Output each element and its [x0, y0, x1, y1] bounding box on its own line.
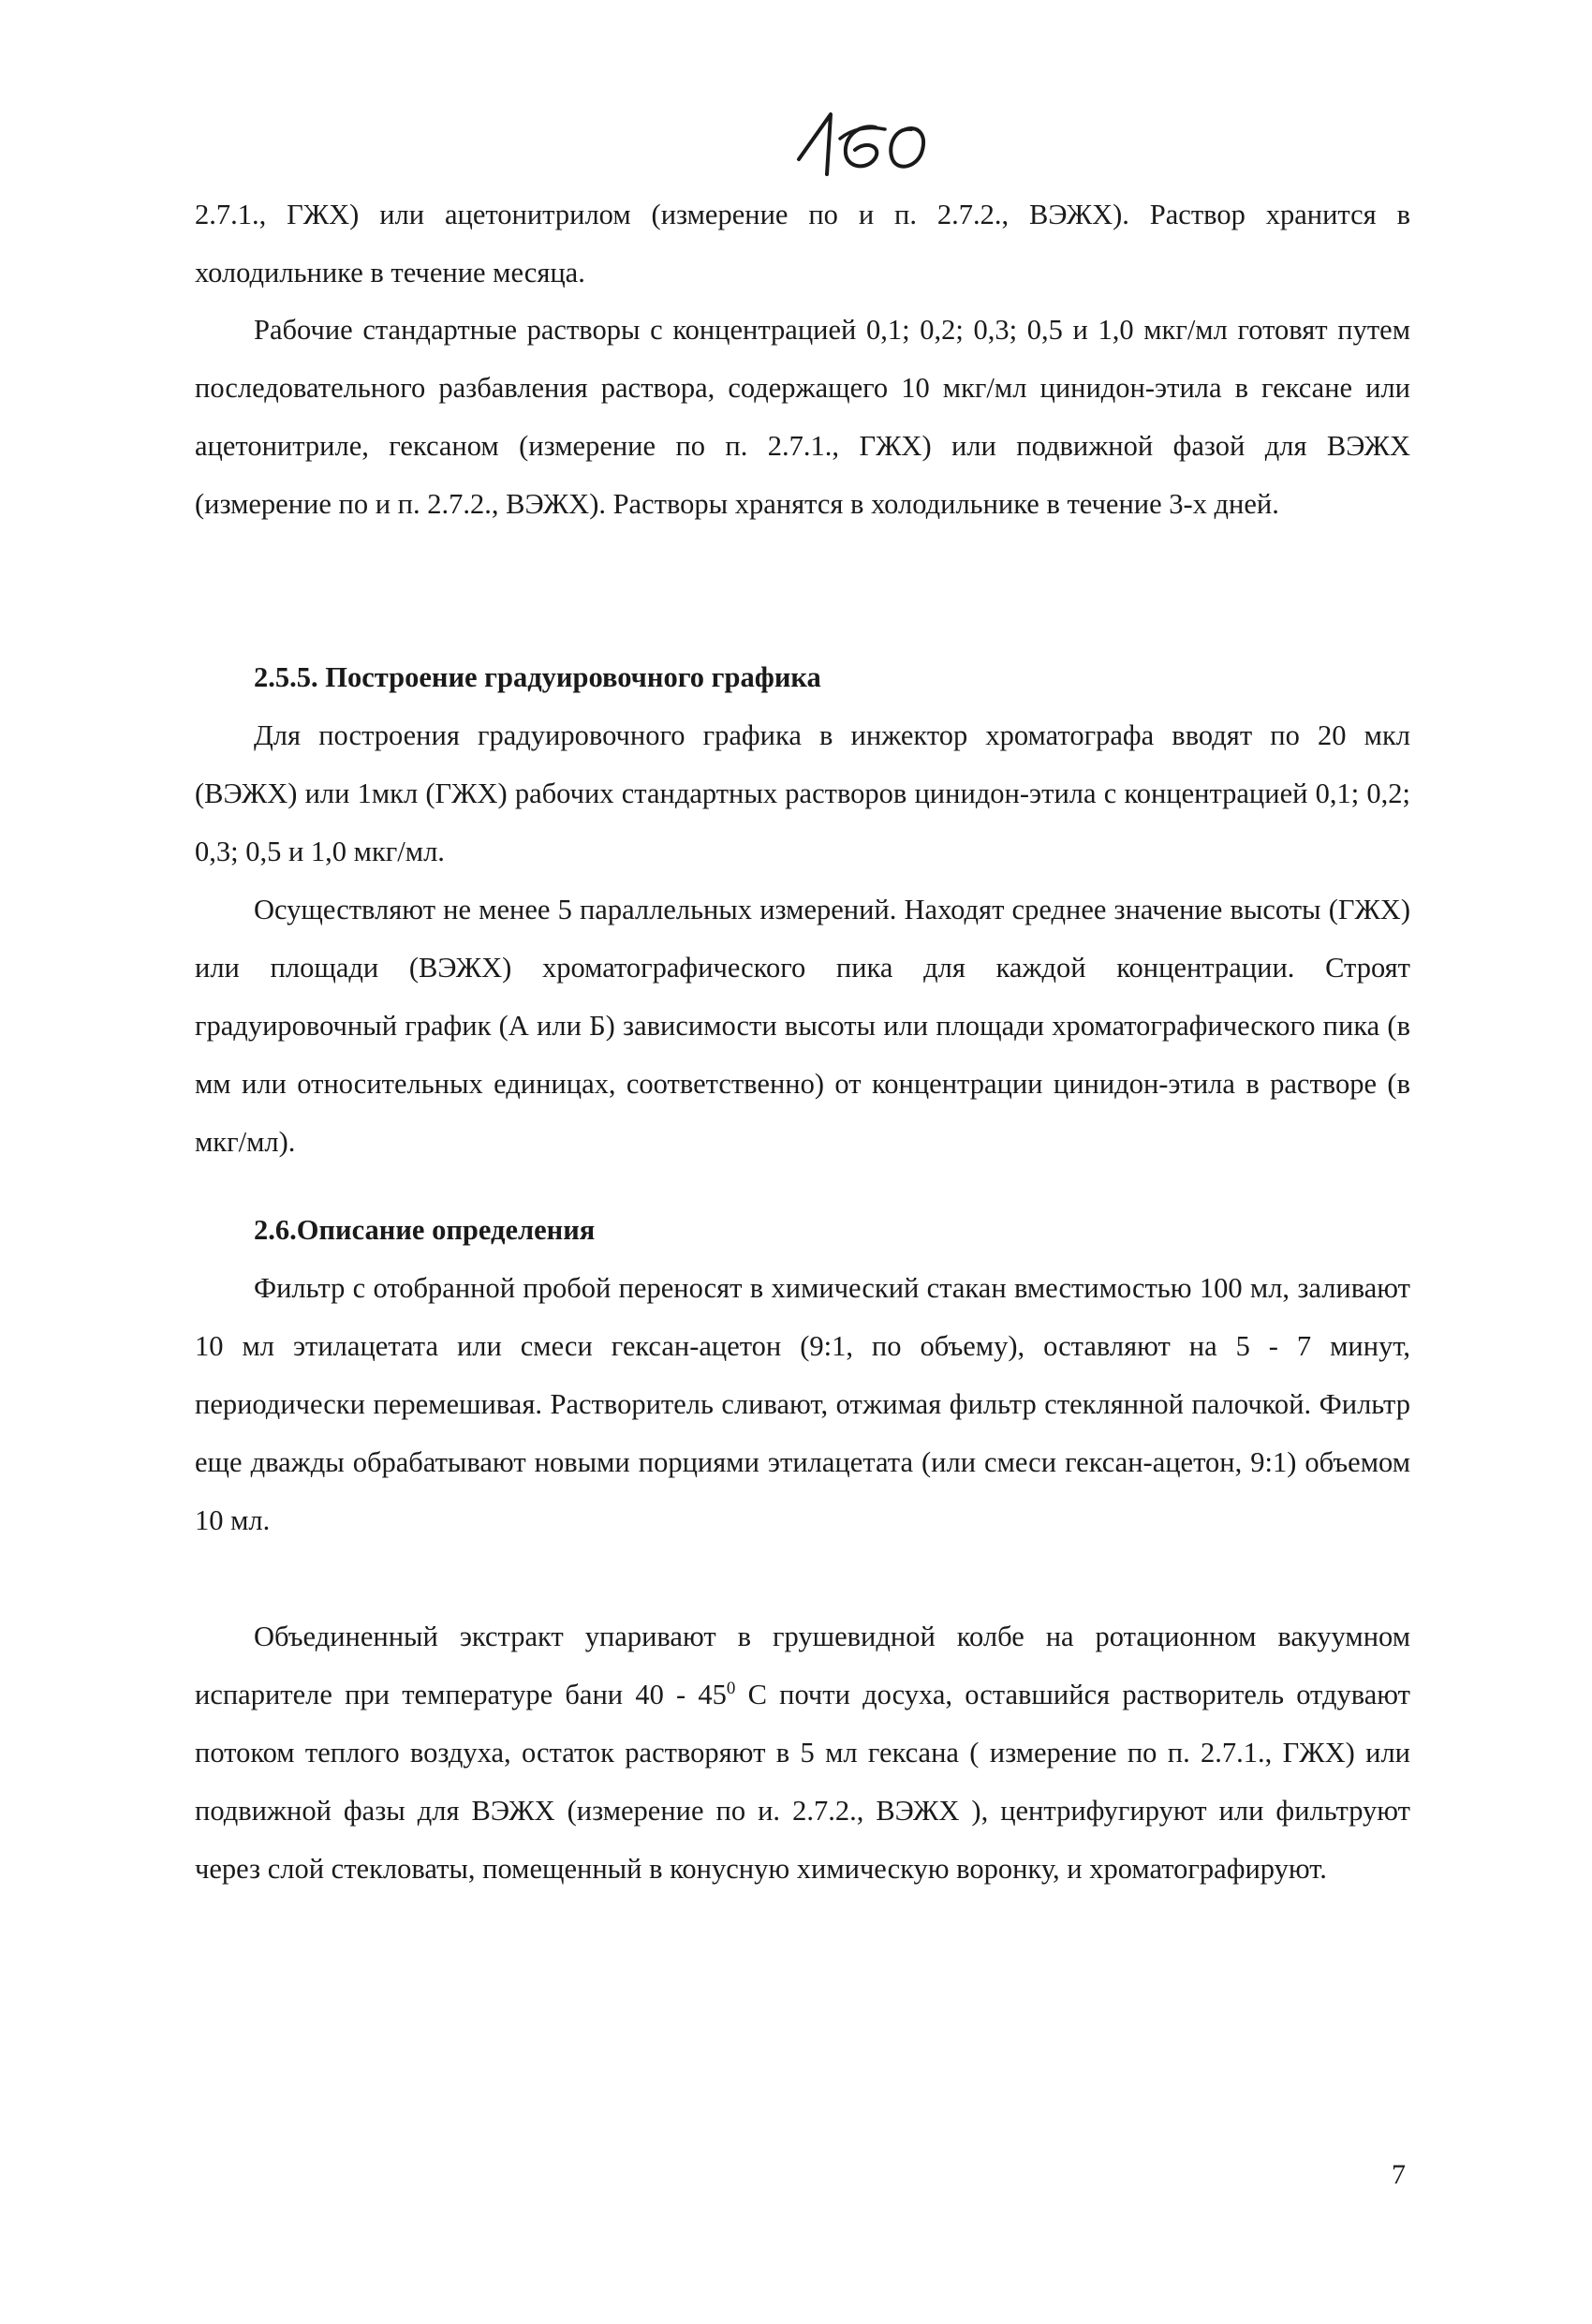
evaporation-text-end: С почти досуха, оставшийся растворитель отдувают потоком теплого воздуха, остаток растворяют в 5 мл гексана ( измерение по п. 2.7.1., ГЖХ) или подвижной фазы для ВЭЖХ (измерение по и. 2.7.2., ВЭЖХ ), центрифугируют или фильтруют через слой стекловаты, помещенный в конусную химическую воронку, и хроматографируют. [195, 1679, 1410, 1885]
section-heading-calibration: 2.5.5. Построение градуировочного графика [254, 661, 821, 693]
evaporation-text-start: Объединенный экстракт упаривают в грушевидной колбе на ротационном вакуумном испарителе при температуре бани 40 - 45 [195, 1621, 1410, 1710]
paragraph-calibration-injection: Для построения градуировочного графика в инжектор хроматографа вводят по 20 мкл (ВЭЖХ) или 1мкл (ГЖХ) рабочих стандартных растворов цинидон-этила с концентрацией 0,1; 0,2; 0,3; 0,5 и 1,0 мкг/мл. [195, 719, 1410, 867]
section-heading-procedure: 2.6.Описание определения [254, 1214, 596, 1246]
paragraph-working-standards: Рабочие стандартные растворы с концентрацией 0,1; 0,2; 0,3; 0,5 и 1,0 мкг/мл готовят путем последовательного разбавления раствора, содержащего 10 мкг/мл цинидон-этила в гексане или ацетонитриле, гексаном (измерение по п. 2.7.1., ГЖХ) или подвижной фазой для ВЭЖХ (измерение по и п. 2.7.2., ВЭЖХ). Растворы хранятся в холодильнике в течение 3-х дней. [195, 314, 1410, 520]
handwritten-page-mark [782, 101, 941, 185]
handwritten-160-drawing [782, 101, 941, 185]
paragraph-calibration-measurements: Осуществляют не менее 5 параллельных измерений. Находят среднее значение высоты (ГЖХ) или площади (ВЭЖХ) хроматографического пика для каждой концентрации. Строят градуировочный график (А или Б) зависимости высоты или площади хроматографического пика (в мм или относительных единицах, соответственно) от концентрации цинидон-этила в растворе (в мкг/мл). [195, 894, 1410, 1158]
paragraph-storage-note: 2.7.1., ГЖХ) или ацетонитрилом (измерение по и п. 2.7.2., ВЭЖХ). Раствор хранится в холодильнике в течение месяца. [195, 199, 1410, 289]
paragraph-filter-extraction: Фильтр с отобранной пробой переносят в химический стакан вместимостью 100 мл, заливают 10 мл этилацетата или смеси гексан-ацетон (9:1, по объему), оставляют на 5 - 7 минут, периодически перемешивая. Растворитель сливают, отжимая фильтр стеклянной палочкой. Фильтр еще дважды обрабатывают новыми порциями этилацетата (или смеси гексан-ацетон, 9:1) объемом 10 мл. [195, 1272, 1410, 1536]
page-number: 7 [1392, 2159, 1406, 2190]
degree-superscript: 0 [726, 1678, 736, 1698]
paragraph-evaporation [195, 1607, 1410, 1898]
